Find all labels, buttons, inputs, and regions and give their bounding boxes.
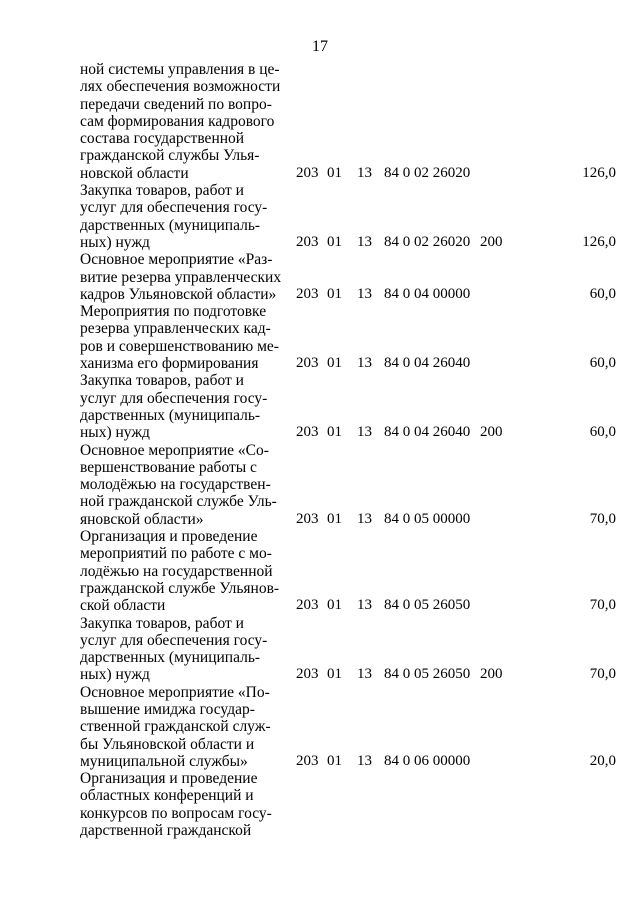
section-code: 01 (327, 233, 342, 250)
amount: 126,0 (582, 233, 616, 250)
row-description (80, 684, 288, 770)
description-line: конкурсов по вопросам госу- (80, 804, 272, 822)
grbs-code: 203 (296, 752, 319, 769)
table-row (0, 528, 640, 614)
section-code: 01 (327, 597, 342, 614)
target-article-code: 84 0 04 26040 (384, 424, 471, 441)
description-line: яновской области» (80, 510, 204, 528)
description-line: Организация и проведение (80, 770, 258, 788)
section-code: 01 (327, 510, 342, 527)
target-article-code: 84 0 05 26050 (384, 597, 471, 614)
amount: 20,0 (589, 752, 616, 769)
description-line: гражданской службе Ульянов- (80, 579, 280, 597)
section-code: 01 (327, 285, 342, 302)
subsection-code: 13 (357, 510, 372, 527)
description-line: передачи сведений по вопро- (80, 95, 272, 113)
description-line: ной системы управления в це- (80, 61, 280, 78)
section-code: 01 (327, 424, 342, 441)
description-line: Основное мероприятие «По- (80, 683, 270, 701)
description-line: вышение имиджа государ- (80, 700, 255, 718)
description-line: новской области (80, 164, 189, 182)
description-line: Организация и проведение (80, 528, 258, 546)
subsection-code: 13 (357, 597, 372, 614)
target-article-code: 84 0 04 00000 (384, 285, 471, 302)
subsection-code: 13 (357, 355, 372, 372)
description-line: ров и совершенствованию ме- (80, 337, 279, 355)
table-row (0, 61, 640, 182)
subsection-code: 13 (357, 666, 372, 683)
subsection-code: 13 (357, 233, 372, 250)
target-article-code: 84 0 06 00000 (384, 752, 471, 769)
description-line: дарственных (муниципаль- (80, 649, 261, 667)
expense-type-code: 200 (480, 424, 503, 441)
description-line: ных) нужд (80, 233, 150, 251)
table-row (0, 442, 640, 528)
description-line: мероприятий по работе с мо- (80, 545, 272, 563)
grbs-code: 203 (296, 233, 319, 250)
grbs-code: 203 (296, 424, 319, 441)
row-description (80, 61, 288, 182)
description-line: Основное мероприятие «Раз- (80, 251, 273, 269)
table-row (0, 615, 640, 684)
table-row (0, 372, 640, 441)
section-code: 01 (327, 164, 342, 181)
amount: 60,0 (589, 285, 616, 302)
table-row (0, 770, 640, 839)
description-line: сам формирования кадрового (80, 112, 275, 130)
subsection-code: 13 (357, 285, 372, 302)
description-line: дарственных (муниципаль- (80, 216, 261, 234)
grbs-code: 203 (296, 164, 319, 181)
description-line: состава государственной (80, 130, 245, 148)
amount: 60,0 (589, 424, 616, 441)
grbs-code: 203 (296, 597, 319, 614)
subsection-code: 13 (357, 424, 372, 441)
row-description (80, 372, 288, 441)
description-line: ственной гражданской служ- (80, 718, 271, 736)
subsection-code: 13 (357, 752, 372, 769)
row-description (80, 442, 288, 528)
section-code: 01 (327, 355, 342, 372)
table-row (0, 684, 640, 770)
description-line: Закупка товаров, работ и (80, 372, 244, 390)
row-description (80, 770, 288, 839)
target-article-code: 84 0 05 26050 (384, 666, 471, 683)
grbs-code: 203 (296, 355, 319, 372)
target-article-code: 84 0 02 26020 (384, 164, 471, 181)
description-line: молодёжью на государствен- (80, 476, 271, 494)
description-line: услуг для обеспечения госу- (80, 389, 268, 407)
description-line: муниципальной службы» (80, 752, 248, 770)
description-line: лодёжью на государственной (80, 562, 273, 580)
description-line: Закупка товаров, работ и (80, 614, 244, 632)
section-code: 01 (327, 666, 342, 683)
row-description (80, 615, 288, 684)
description-line: ных) нужд (80, 666, 150, 684)
row-description (80, 251, 288, 303)
row-description (80, 303, 288, 372)
table-row (0, 303, 640, 372)
row-description (80, 528, 288, 614)
description-line: ной гражданской службе Уль- (80, 493, 277, 511)
amount: 60,0 (589, 355, 616, 372)
description-line: гражданской службы Улья- (80, 147, 260, 165)
grbs-code: 203 (296, 285, 319, 302)
grbs-code: 203 (296, 510, 319, 527)
description-line: бы Ульяновской области и (80, 735, 255, 753)
amount: 126,0 (582, 164, 616, 181)
target-article-code: 84 0 05 00000 (384, 510, 471, 527)
description-line: резерва управленческих кад- (80, 320, 271, 338)
description-line: услуг для обеспечения госу- (80, 631, 268, 649)
description-line: ных) нужд (80, 424, 150, 442)
amount: 70,0 (589, 666, 616, 683)
amount: 70,0 (589, 597, 616, 614)
description-line: лях обеспечения возможности (80, 78, 281, 96)
description-line: вершенствование работы с (80, 458, 257, 476)
description-line: дарственных (муниципаль- (80, 406, 261, 424)
description-line: Закупка товаров, работ и (80, 182, 244, 200)
table-row (0, 251, 640, 303)
description-line: ханизма его формирования (80, 355, 259, 373)
description-line: витие резерва управленческих (80, 268, 282, 286)
row-description (80, 182, 288, 251)
expense-type-code: 200 (480, 666, 503, 683)
table-row (0, 182, 640, 251)
target-article-code: 84 0 02 26020 (384, 233, 471, 250)
grbs-code: 203 (296, 666, 319, 683)
budget-table (0, 61, 640, 839)
subsection-code: 13 (357, 164, 372, 181)
description-line: ской области (80, 597, 166, 615)
section-code: 01 (327, 752, 342, 769)
description-line: Мероприятия по подготовке (80, 303, 267, 321)
expense-type-code: 200 (480, 233, 503, 250)
page-number: 17 (312, 38, 328, 55)
amount: 70,0 (589, 510, 616, 527)
description-line: дарственной гражданской (80, 822, 252, 840)
description-line: областных конференций и (80, 787, 254, 805)
target-article-code: 84 0 04 26040 (384, 355, 471, 372)
description-line: Основное мероприятие «Со- (80, 441, 269, 459)
description-line: услуг для обеспечения госу- (80, 199, 268, 217)
description-line: кадров Ульяновской области» (80, 285, 277, 303)
